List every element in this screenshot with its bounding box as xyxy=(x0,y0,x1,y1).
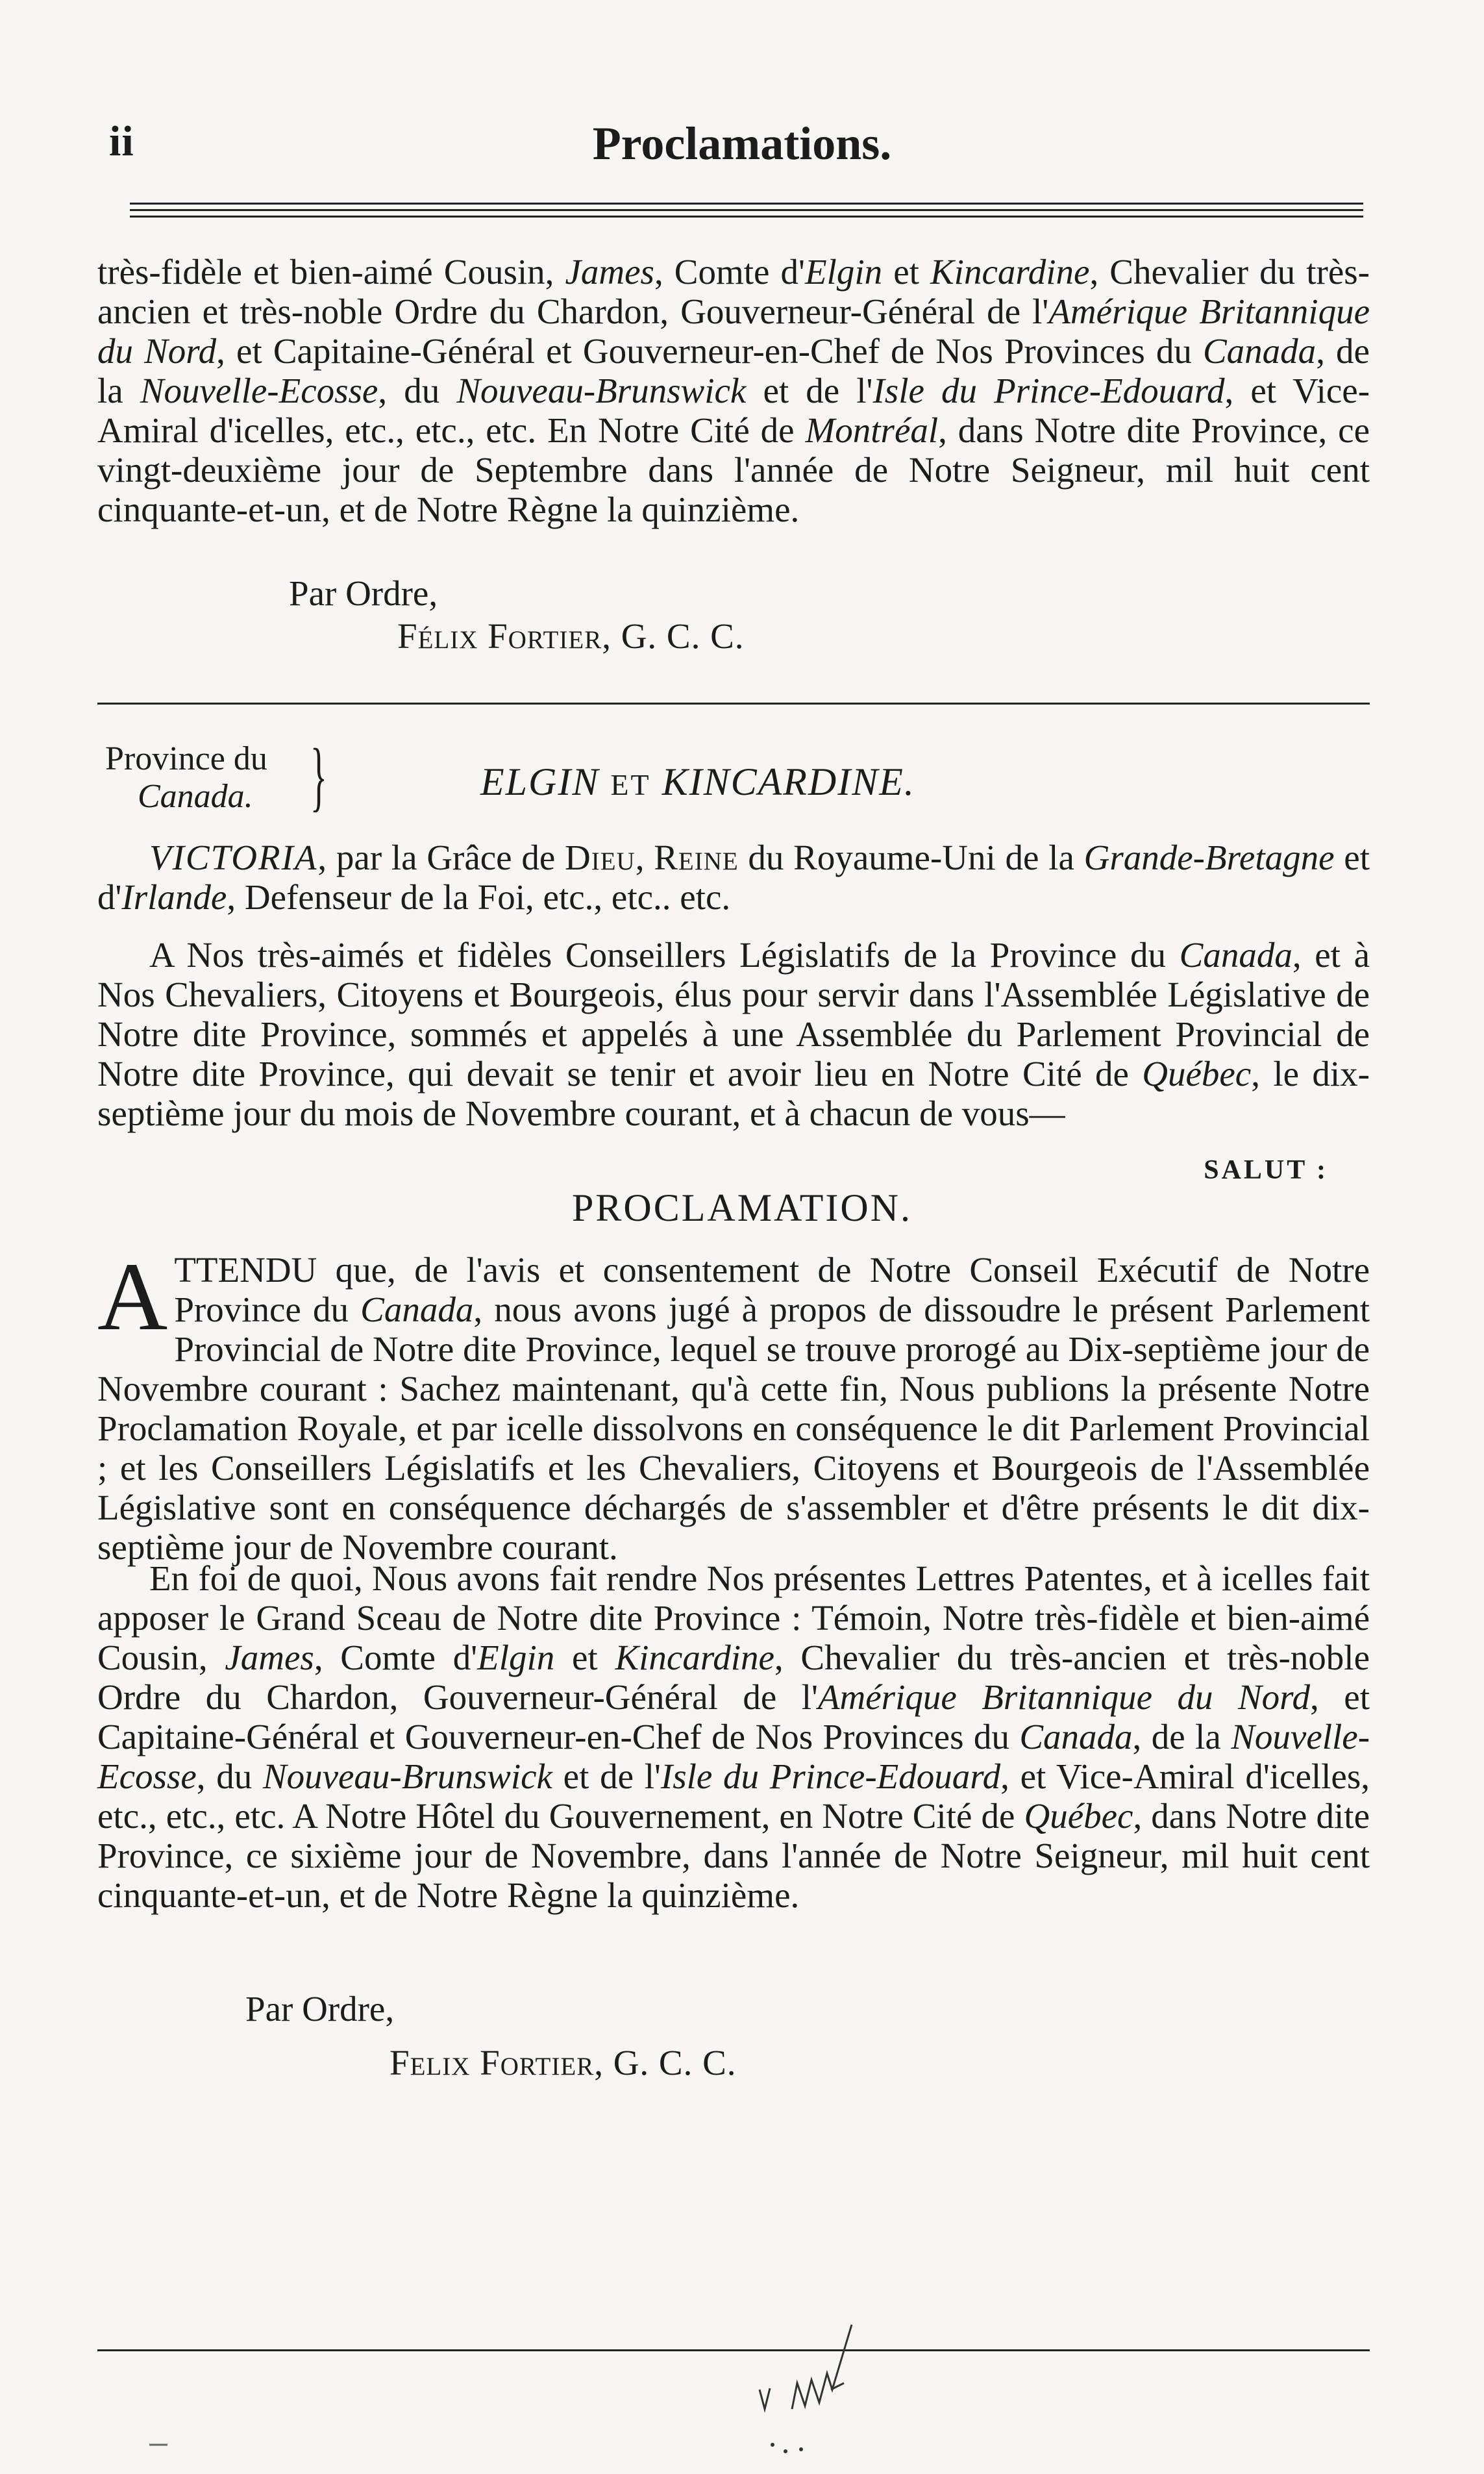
section-divider xyxy=(97,703,1370,705)
header-rule-top xyxy=(130,203,1363,205)
province-label: Province du Canada. xyxy=(105,740,267,815)
speck-mark xyxy=(149,2442,169,2448)
drop-cap: A xyxy=(97,1243,168,1351)
first-section-text xyxy=(97,252,1370,529)
royal-style-text xyxy=(97,838,1370,917)
proclamation-title: PROCLAMATION. xyxy=(571,1186,913,1229)
attendu-paragraph: ATTENDU que, de l'avis et consentement de Notre Conseil Exécutif de Notre Province du Canada, nous avons jugé à propos de dissoudre le présent Parlement Provincial de Notre dite Province, lequel se trouve prorogé au Dix-septième jour de Novembre courant : Sachez maintenant, qu'à cette fin, Nous publions la présente Notre Proclamation Royale, et par icelle dissolvons en conséquence le dit Parlement Provincial ; et les Conseillers Législatifs et les Chevaliers, Citoyens et Bourgeois de l'Assemblée Législative sont en conséquence déchargés de s'assembler et d'être présents le dit dix-septième jour de Novembre courant. xyxy=(97,1243,1370,1567)
bottom-rule xyxy=(97,2349,1370,2351)
signatory-1: Félix Fortier, G. C. C. xyxy=(397,616,745,656)
header-rule-middle xyxy=(130,209,1363,211)
victoria-paragraph: VICTORIA, par la Grâce de Dieu, Reine du Royaume-Uni de la Grande-Bretagne et d'Irlande, Defenseur de la Foi, etc., etc.. etc. xyxy=(97,838,1370,917)
header-rule-bottom xyxy=(130,216,1363,218)
address-paragraph: A Nos très-aimés et fidèles Conseillers Législatifs de la Province du Canada, et à Nos Chevaliers, Citoyens et Bourgeois, élus pour servir dans l'Assemblée Législative de Notre dite Province, sommés et appelés à une Assemblée du Parlement Provincial de Notre dite Province, qui devait se tenir et avoir lieu en Notre Cité de Québec, le dix-septième jour du mois de Novembre courant, et à chacun de vous— xyxy=(97,935,1370,1133)
salut-label: SALUT : xyxy=(1204,1155,1328,1185)
en-foi-paragraph: En foi de quoi, Nous avons fait rendre Nos présentes Lettres Patentes, et à icelles fait apposer le Grand Sceau de Notre dite Province : Témoin, Notre très-fidèle et bien-aimé Cousin, James, Comte d'Elgin et Kincardine, Chevalier du très-ancien et très-noble Ordre du Chardon, Gouverneur-Général de l'Amérique Britannique du Nord, et Capitaine-Général et Gouverneur-en-Chef de Nos Provinces du Canada, de la Nouvelle-Ecosse, du Nouveau-Brunswick et de l'Isle du Prince-Edouard, et Vice-Amiral d'icelles, etc., etc., etc. A Notre Hôtel du Gouvernement, en Notre Cité de Québec, dans Notre dite Province, ce sixième jour de Novembre, dans l'année de Notre Seigneur, mil huit cent cinquante-et-un, et de Notre Règne la quinzième. xyxy=(97,1558,1370,1915)
handwritten-scribble xyxy=(747,2312,915,2474)
brace-glyph: } xyxy=(310,732,327,819)
page-number: ii xyxy=(109,118,134,165)
par-ordre-2: Par Ordre, xyxy=(245,1989,395,2029)
running-title: Proclamations. xyxy=(592,118,892,169)
proclamation-body xyxy=(97,1243,1370,1567)
first-section-paragraph: très-fidèle et bien-aimé Cousin, James, Comte d'Elgin et Kincardine, Chevalier du très-ancien et très-noble Ordre du Chardon, Gouverneur-Général de l'Amérique Britannique du Nord, et Capitaine-Général et Gouverneur-en-Chef de Nos Provinces du Canada, de la Nouvelle-Ecosse, du Nouveau-Brunswick et de l'Isle du Prince-Edouard, et Vice-Amiral d'icelles, etc., etc., etc. En Notre Cité de Montréal, dans Notre dite Province, ce vingt-deuxième jour de Septembre dans l'année de Notre Seigneur, mil huit cent cinquante-et-un, et de Notre Règne la quinzième. xyxy=(97,252,1370,529)
par-ordre-1: Par Ordre, xyxy=(289,573,438,613)
testimony-text xyxy=(97,1558,1370,1915)
governor-heading: ELGIN ET KINCARDINE. xyxy=(480,760,915,803)
signatory-2: Felix Fortier, G. C. C. xyxy=(390,2043,737,2082)
address-text xyxy=(97,935,1370,1133)
